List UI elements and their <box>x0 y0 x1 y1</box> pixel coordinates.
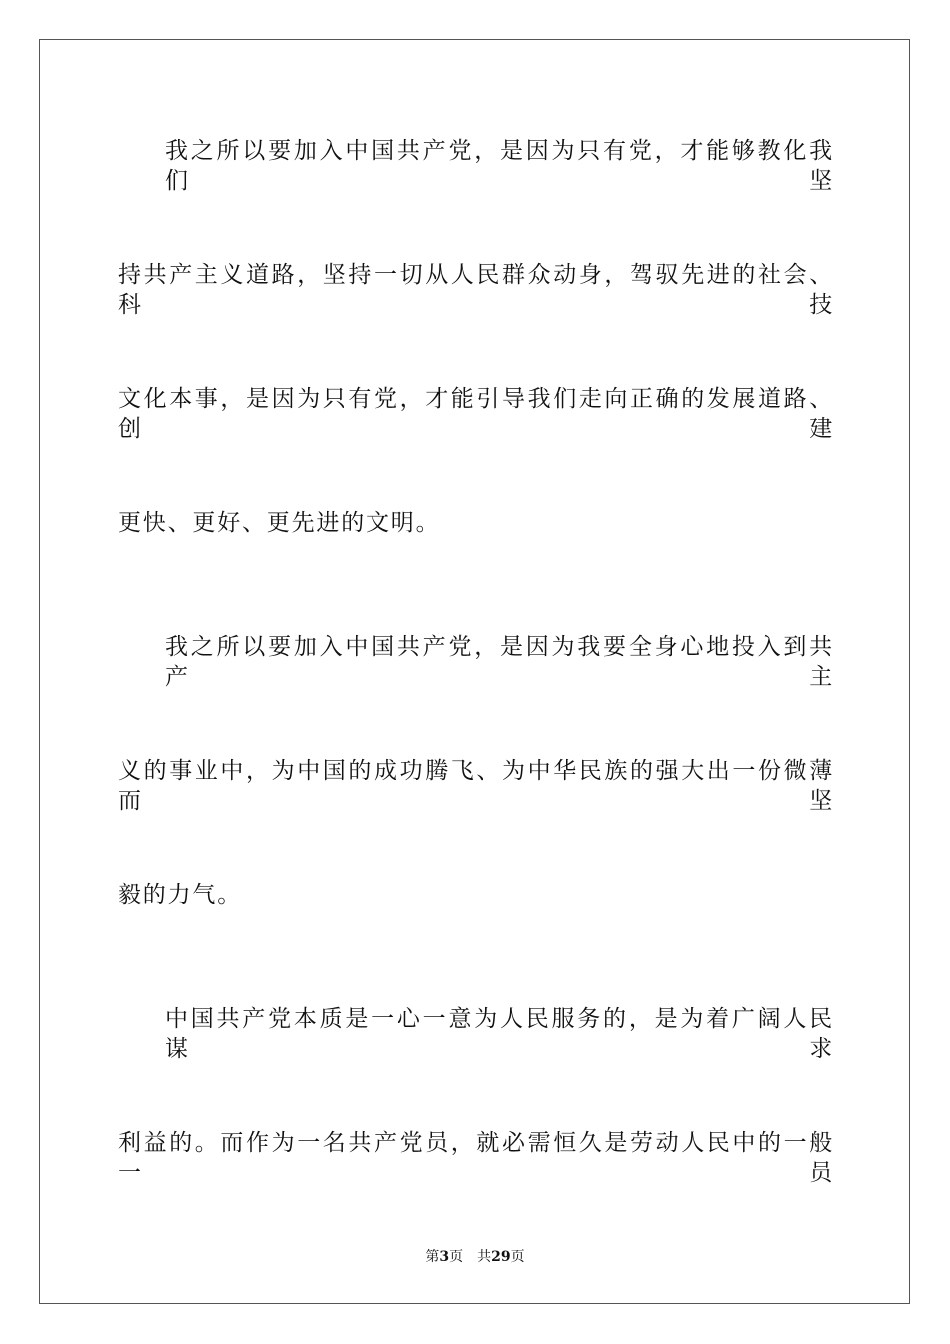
paragraph-2-line-1: 我之所以要加入中国共产党，是因为我要全身心地投入到共产主 <box>165 634 834 690</box>
paragraph-1-line-2: 持共产主义道路，坚持一切从人民群众动身，驾驭先进的社会、科技 <box>118 262 834 318</box>
page-suffix: 页 <box>449 1249 464 1265</box>
page-number: 3 <box>439 1249 450 1265</box>
total-prefix: 共 <box>477 1249 492 1265</box>
paragraph-3-line-1: 中国共产党本质是一心一意为人民服务的，是为着广阔人民谋求 <box>165 1006 834 1062</box>
paragraph-2-line-3: 毅的力气。 <box>118 882 242 908</box>
page-footer <box>0 1248 950 1266</box>
total-suffix: 页 <box>510 1249 525 1265</box>
paragraph-1-line-4: 更快、更好、更先进的文明。 <box>118 510 441 536</box>
paragraph-3-line-2: 利益的。而作为一名共产党员，就必需恒久是劳动人民中的一般一员 <box>118 1130 834 1186</box>
page-prefix: 第 <box>425 1249 440 1265</box>
total-pages: 29 <box>491 1249 511 1265</box>
paragraph-1-line-1: 我之所以要加入中国共产党，是因为只有党，才能够教化我们坚 <box>165 138 834 194</box>
paragraph-1-line-3: 文化本事，是因为只有党，才能引导我们走向正确的发展道路、创建 <box>118 386 834 442</box>
paragraph-2-line-2: 义的事业中，为中国的成功腾飞、为中华民族的强大出一份微薄而坚 <box>118 758 834 814</box>
